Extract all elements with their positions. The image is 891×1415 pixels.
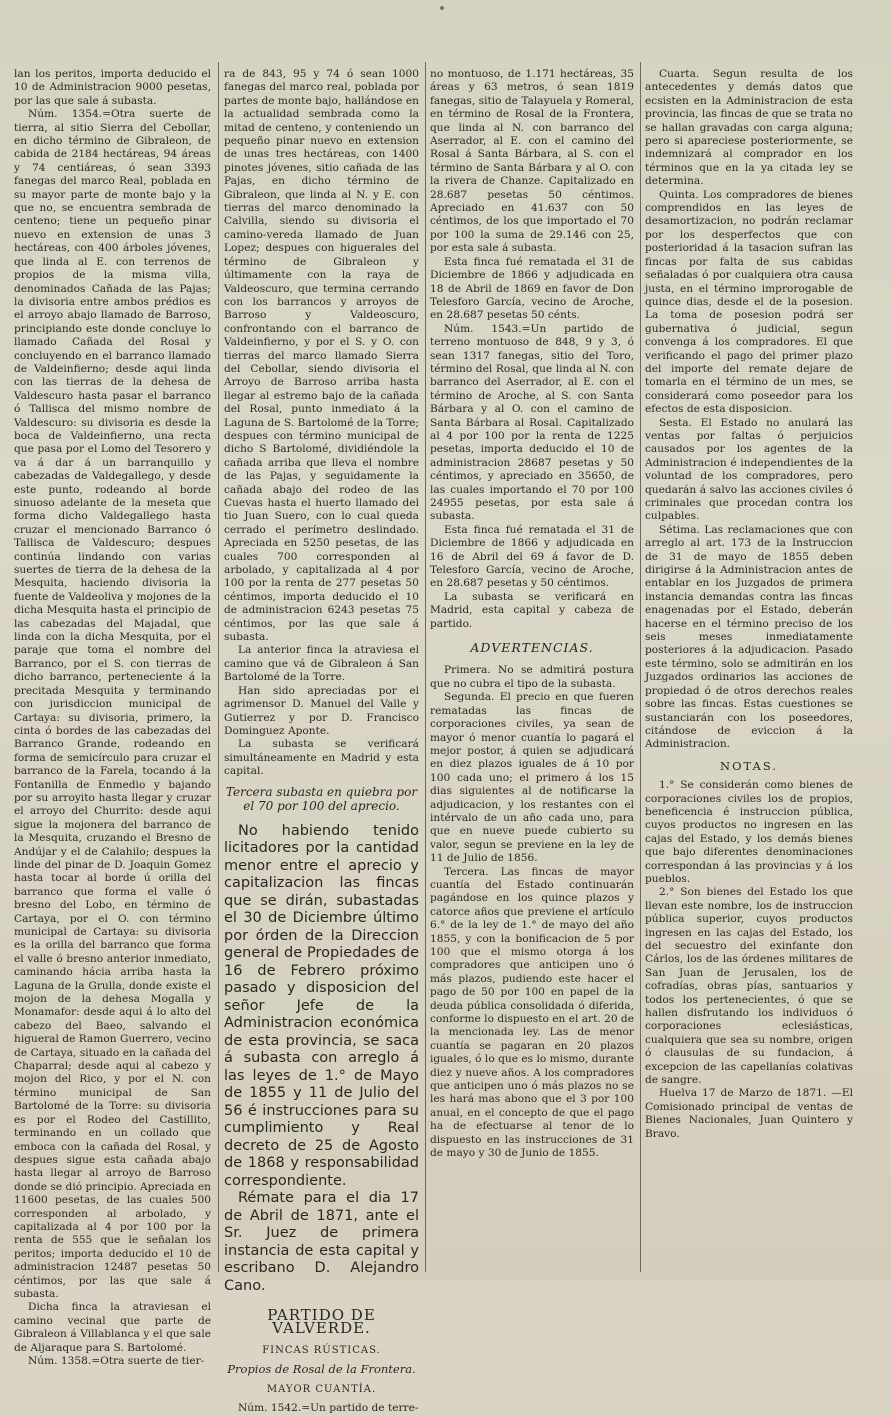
advertencias-heading: ADVERTENCIAS.: [470, 640, 594, 656]
paragraph: Esta finca fué rematada el 31 de Diciembre de 1866 y adjudicada en 18 de Abril de 1869 en favor de Don Telesforo García, vecino de Aroche, en 28.687 pesetas 50 cénts.: [430, 255, 634, 322]
district-heading: PARTIDO DE VALVERDE.: [267, 1306, 376, 1338]
paragraph: lan los peritos, importa deducido el 10 de Administracion 9000 pesetas, por las que sale á subasta.: [14, 68, 211, 107]
paragraph: Han sido apreciadas por el agrimensor D. Manuel del Valle y Gutierrez y por D. Francisco Dominguez Aponte.: [224, 684, 419, 737]
paragraph: La subasta se verificará simultáneamente en Madrid y esta capital.: [224, 738, 419, 778]
paragraph: Esta finca fué rematada el 31 de Diciembre de 1866 y adjudicada en 16 de Abril del 69 á favor de D. Telesforo García, vecino de Aroche, en 28.687 pesetas y 50 céntimos.: [430, 523, 634, 590]
notas-heading: NOTAS.: [720, 758, 778, 773]
paragraph: Sesta. El Estado no anulará las ventas por faltas ó perjuicios causados por los agentes de la Administracion é independientes de la voluntad de los compradores, pero quedarán á salvo las acciones civiles ó criminales que procedan contra los culpables.: [645, 416, 853, 523]
paragraph: La anterior finca la atraviesa el camino que vá de Gibraleon á San Bartolomé de la Torre.: [224, 644, 419, 684]
paragraph: no montuoso, de 1.171 hectáreas, 35 áreas y 63 metros, ó sean 1819 fanegas, sitio de Talayuela y Romeral, en término de Rosal de la Frontera, que linda al N. con barranco del Aserrador, al E. con el camino del Rosal á Santa Bárbara, al S. con el término de Santa Bárbara y al O. con la rivera de Chanze. Capitalizado en 28.687 pesetas 50 céntimos. Apreciado en 41.637 con 50 céntimos, de los que importado el 70 por 100 la suma de 29.146 con 25, por esta sale á subasta.: [430, 68, 634, 255]
paragraph: Núm. 1354.=Otra suerte de tierra, al sitio Sierra del Cebollar, en dicho término de Gibraleon, de cabida de 2184 hectáreas, 94 áreas y 74 centiáreas, ó sean 3393 fanegas del marco Real, poblada en su mayor parte de monte bajo y la que no, se encuentra sembrada de centeno; tiene un pequeño pinar nuevo en extension de unas 3 hectáreas, con 400 árboles jóvenes, que linda al E. con terrenos de propios de la misma villa, denominados Cañada de las Pajas; la divisoria entre ambos prédios es el arroyo abajo llamado de Barroso, principiando este donde concluye lo llamado Cañada del Rosal y concluyendo en el barranco llamado de Valdeinfierno; desde aqui linda con las tierras de la dehesa de Valdescuro hasta pasar el barranco ó Tallisca del mismo nombre de Valdescuro: su divisoria es desde la boca de Valdeinfierno, una recta que pasa por el Lomo del Tesorero y va á dar á un barranquillo y cabezadas de Valdegallego, y desde este punto, rodeando al borde sinuoso adelante de la meseta que forma dicho Valdegallego hasta cruzar el mencionado Barranco ó Tallisca de Valdescuro; despues continúa lindando con varias suertes de tierra de la dehesa de la Mesquita, haciendo divisoria la fuente de Valdeoliva y mojones de la dicha Mesquita hasta el principio de las cabezadas del Majadal, que linda con la dicha Mesquita, por el paraje que toma el nombre del Barranco, por el S. con tierras de dicho barranco, perteneciente á la precitada Mesquita y terminando con jurisdiccion municipal de Cartaya: su divisoria, primero, la cinta ó bordes de las cabezadas del Barranco Grande, rodeando en forma de semicírculo para cruzar el barranco de la Farela, tocando á la Fontanilla de Enmedio y bajando por su arroyito hasta llegar y cruzar el arroyo del Churrito: desde aqui sigue la mojonera del barranco de la Mesquita, cruzando el Bresno de Andújar y el de Calahilo; despues la linde del pinar de D. Joaquin Gomez hasta tocar al borde ú orilla del barranco que forma el valle ó bresno del Lobo, en término de Cartaya, por el O. con término municipal de Cartaya: su divisoria es la orilla del barranco que forma el valle ó bresno anterior inmediato, caminando hácia arriba hasta la Laguna de la Grulla, donde existe el mojon de la dehesa Mogalla y Monamafor: desde aqui á lo alto del cabezo del Baeo, salvando el higueral de Ramon Guerrero, vecino de Cartaya, situado en la cañada del Chaparral; desde aqui al cabezo y mojon del Rico, y por el N. con término municipal de San Bartolomé de la Torre: su divisoria es por el Rodeo del Castillito, terminando en un collado que emboca con la cañada del Rosal, y despues sigue esta cañada abajo hasta llegar al arroyo de Barroso donde se dió principio. Apreciada en 11600 pesetas, de las cuales 500 corresponden al arbolado, y capitalizada al 4 por 100 por la renta de 555 que le señalan los peritos; importa deducido el 10 de administracion 12487 pesetas 50 céntimos, por las que sale á subasta.: [14, 108, 211, 1300]
paragraph: Núm. 1358.=Otra suerte de tier-: [28, 1355, 205, 1367]
column-rule: [218, 62, 219, 1272]
column-rule: [640, 62, 641, 1272]
signature: Huelva 17 de Marzo de 1871. —El Comisionado principal de ventas de Bienes Nacionales, Juan Quintero y Bravo.: [645, 1087, 853, 1140]
subheading: MAYOR CUANTÍA.: [266, 1383, 377, 1395]
paragraph: Dicha finca la atraviesan el camino vecinal que parte de Gibraleon á Villablanca y el que sale de Aljaraque para S. Bartolomé.: [14, 1301, 211, 1354]
column-rule: [425, 62, 426, 1272]
paragraph: La subasta se verificará en Madrid, esta capital y cabeza de partido.: [430, 590, 634, 630]
column-1: [14, 68, 211, 1367]
paragraph: Núm. 1543.=Un partido de terreno montuoso de 848, 9 y 3, ó sean 1317 fanegas, sitio del Toro, término del Rosal, que linda al N. con barranco del Aserrador, al E. con el término de Aroche, al S. con Santa Bárbara y al O. con el camino de Santa Bárbara al Rosal. Capitalizado al 4 por 100 por la renta de 1225 pesetas, importa deducido el 10 de administracion 28687 pesetas y 50 céntimos, y apreciado en 35650, de las cuales importando el 70 por 100 24955 pesetas, por esta sale á subasta.: [430, 322, 634, 523]
paragraph: ra de 843, 95 y 74 ó sean 1000 fanegas del marco real, poblada por partes de monte bajo, hallándose en la actualidad sembrada como la mitad de centeno, y conteniendo un pequeño pinar nuevo en extension de unas tres hectáreas, con 1400 pinotes jóvenes, sitio cañada de las Pajas, en dicho término de Gibraleon, que linda al N. y E. con tierras del marco denominado la Calvilla, siendo su divisoria el camino-vereda llamado de Juan Lopez; despues con higuerales del término de Gibraleon y últimamente con la raya de Valdeoscuro, que termina cerrando con los barrancos y arroyos de Barroso y Valdeoscuro, confrontando con el barranco de Valdeinfierno, y por el S. y O. con tierras del marco llamado Sierra del Cebollar, siendo divisoria el Arroyo de Barroso arriba hasta llegar al estremo bajo de la cañada del Rosal, punto inmediato á la Laguna de S. Bartolomé de la Torre; despues con término municipal de dicho S Bartolomé, dividiéndole la cañada arriba que lleva el nombre de las Pajas, y seguidamente la cañada abajo del rodeo de las Cuevas hasta el huerto llamado del tio Juan Suero, con lo cual queda cerrado el perímetro deslindado. Apreciada en 5250 pesetas, de las cuales 700 corresponden al arbolado, y capitalizada al 4 por 100 por la renta de 277 pesetas 50 céntimos, importa deducido el 10 de administracion 6243 pesetas 75 céntimos, por las que sale á subasta.: [224, 68, 419, 644]
column-3: [430, 68, 634, 1270]
paragraph: Rémate para el dia 17 de Abril de 1871, ante el Sr. Juez de primera instancia de esta capital y escribano D. Alejandro Cano.: [224, 1190, 419, 1294]
paragraph: Núm. 1542.=Un partido de terre-: [238, 1402, 419, 1415]
paragraph: 2.° Son bienes del Estado los que llevan este nombre, los de instruccion pública superior, cuyos productos ingresen en las cajas del Estado, los del secuestro del exinfante don Cárlos, los de las órdenes militares de San Juan de Jerusalen, los de cofradías, obras pías, santuarios y todos los pertenecientes, ó que se hallen disfrutando los individuos ó corporaciones eclesiásticas, cualquiera que sea su nombre, origen ó clausulas de su fundacion, á excepcion de las capellanías colativas de sangre.: [645, 886, 853, 1087]
column-2: [224, 68, 419, 1415]
subheading: FINCAS RÚSTICAS.: [262, 1344, 381, 1356]
ink-spot: [440, 6, 444, 10]
paragraph: Sétima. Las reclamaciones que con arreglo al art. 173 de la Instruccion de 31 de mayo de 1855 deben dirigirse á la Administracion antes de entablar en los Juzgados de primera instancia demandas contra las fincas enagenadas por el Estado, deberán hacerse en el término preciso de los seis meses inmediatamente posteriores á la adjudicacion. Pasado este término, solo se admitirán en los Juzgados ordinarios las acciones de propiedad ó de otros derechos reales sobre las fincas. Estas cuestiones se sustanciarán con los poseedores, citándose de eviccion á la Administracion.: [645, 523, 853, 751]
paragraph: Cuarta. Segun resulta de los antecedentes y demás datos que ecsisten en la Administracion de esta provincia, las fincas de que se trata no se hallan gravadas con carga alguna; pero si apareciese posteriormente, se indemnizará al comprador en los términos que en la ya citada ley se determina.: [645, 68, 853, 188]
paragraph: Tercera. Las fincas de mayor cuantía del Estado continuarán pagándose en los quince plazos y catorce años que previene el artículo 6.° de la ley de 1.° de mayo del año 1855, y con la bonificacion de 5 por 100 que el mismo otorga á los compradores que anticipen uno ó más plazos, pudiendo este hacer el pago de 50 por 100 en papel de la deuda pública consolidada ó diferida, conforme lo dispuesto en el art. 20 de la mencionada ley. Las de menor cuantía se pagaran en 20 plazos iguales, ó lo que es lo mismo, durante diez y nueve años. A los compradores que anticipen uno ó más plazos no se les hará mas abono que el 3 por 100 anual, en el concepto de que el pago ha de efectuarse al tenor de lo dispuesto en las instrucciones de 31 de mayo y 30 de Junio de 1855.: [430, 865, 634, 1160]
subheading: Propios de Rosal de la Frontera.: [227, 1362, 416, 1377]
section-heading: Tercera subasta en quiebra por el 70 por 100 del aprecio.: [225, 784, 418, 813]
paragraph: Segunda. El precio en que fueren rematadas las fincas de corporaciones civiles, ya sean de mayor ó menor cuantía lo pagará el mejor postor, á quien se adjudicará en diez plazos iguales de á 10 por 100 cada uno; el primero á los 15 dias siguientes al de notificarse la adjudicacion, y los restantes con el intérvalo de un año cada uno, para que en nueve puede cubierto su valor, segun se previene en la ley de 11 de Julio de 1856.: [430, 691, 634, 865]
announcement-block: [224, 823, 419, 1296]
paragraph: No habiendo tenido licitadores por la cantidad menor entre el aprecio y capitalizacion las fincas que se dirán, subastadas el 30 de Diciembre último por órden de la Direccion general de Propiedades de 16 de Febrero próximo pasado y disposicion del señor Jefe de la Administracion económica de esta provincia, se saca á subasta con arreglo á las leyes de 1.° de Mayo de 1855 y 11 de Julio del 56 é instrucciones para su cumplimiento y Real decreto de 25 de Agosto de 1868 y responsabilidad correspondiente.: [224, 822, 419, 1189]
paragraph: 1.° Se considerán como bienes de corporaciones civiles los de propios, beneficencia é instruccion pública, cuyos productos no ingresen en las cajas del Estado, y los demás bienes que bajo diferentes denominaciones correspondan á las provincias y á los pueblos.: [645, 779, 853, 885]
column-4: [645, 68, 853, 1270]
paragraph: Quinta. Los compradores de bienes comprendidos en las leyes de desamortizacion, no podrán reclamar por los desperfectos que con posterioridad á la tasacion sufran las fincas por falta de sus cabidas señaladas ó por cualquiera otra causa justa, en el término improrogable de quince dias, desde el de la posesion. La toma de posesion podrá ser gubernativa ó judicial, segun convenga á los compradores. El que verificando el pago del primer plazo del importe del remate dejare de tomarla en el término de un mes, se considerará como poseedor para los efectos de esta disposicion.: [645, 188, 853, 416]
paragraph: Primera. No se admitirá postura que no cubra el tipo de la subasta.: [430, 664, 634, 690]
